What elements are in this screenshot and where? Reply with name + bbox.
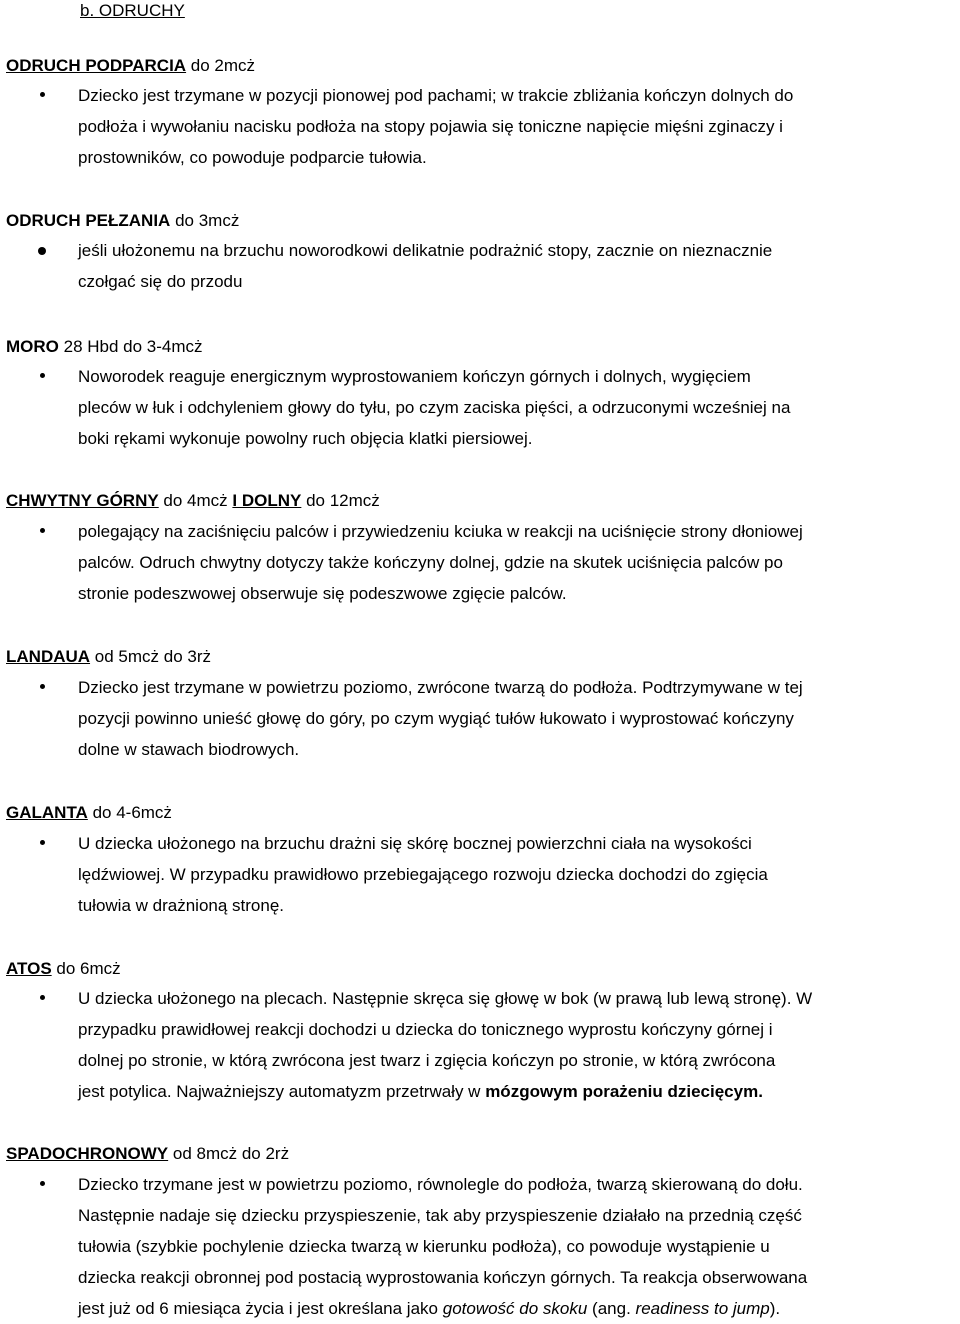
section-heading-moro xyxy=(6,336,203,358)
paragraph-line: podłoża i wywołaniu nacisku podłoża na stopy pojawia się toniczne napięcie mięśni zginaczy i xyxy=(78,117,783,136)
paragraph-line: tułowia (szybkie pochylenie dziecka twarzą w kierunku podłoża), co powoduje wystąpienie u xyxy=(78,1237,770,1256)
paragraph-line: pleców w łuk i odchyleniem głowy do tyłu, po czym zaciska pięści, a odrzuconymi wcześniej na xyxy=(78,398,791,417)
section-paragraph-galanta xyxy=(78,828,958,921)
section-heading-bold: LANDAUA xyxy=(6,647,91,666)
paragraph-line-mid: (ang. xyxy=(587,1299,636,1318)
paragraph-line-italic: readiness to jump xyxy=(635,1299,770,1318)
bullet-icon xyxy=(40,373,45,378)
section-heading-spadochronowy xyxy=(6,1143,289,1165)
section-heading-rest: od 8mcż do 2rż xyxy=(168,1144,290,1163)
bullet-icon xyxy=(40,1181,45,1186)
paragraph-line: dziecka reakcji obronnej pod postacią wyprostowania kończyn górnych. Ta reakcja obserwowana xyxy=(78,1268,808,1287)
paragraph-line: U dziecka ułożonego na brzuchu drażni się skórę bocznej powierzchni ciała na wysokości xyxy=(78,834,752,853)
section-heading-bold: SPADOCHRONOWY xyxy=(6,1144,169,1163)
section-heading-rest: 28 Hbd do 3-4mcż xyxy=(58,337,203,356)
bullet-icon xyxy=(40,528,45,533)
paragraph-line: polegający na zaciśnięciu palców i przywiedzeniu kciuka w reakcji na uciśnięcie strony dłoniowej xyxy=(78,522,803,541)
section-paragraph-spadochronowy xyxy=(78,1169,958,1324)
paragraph-line: jeśli ułożonemu na brzuchu noworodkowi delikatnie podrażnić stopy, zacznie on nieznacznie xyxy=(78,241,773,260)
paragraph-line: stronie podeszwowej obserwuje się podeszwowe zgięcie palców. xyxy=(78,584,567,603)
section-heading-rest: do 12mcż xyxy=(301,491,380,510)
section-heading-bold: ODRUCH PEŁZANIA xyxy=(6,211,171,230)
section-paragraph-pelzania xyxy=(78,235,958,297)
bullet-icon xyxy=(40,92,45,97)
paragraph-line: Noworodek reaguje energicznym wyprostowaniem kończyn górnych i dolnych, wygięciem xyxy=(78,367,751,386)
paragraph-line: Dziecko trzymane jest w powietrzu poziomo, równolegle do podłoża, twarzą skierowaną do dołu. xyxy=(78,1175,803,1194)
paragraph-line: tułowia w drażnioną stronę. xyxy=(78,896,285,915)
paragraph-line: czołgać się do przodu xyxy=(78,272,243,291)
section-heading-bold: ODRUCH PODPARCIA xyxy=(6,56,187,75)
bullet-icon xyxy=(40,684,45,689)
section-heading-galanta xyxy=(6,802,172,824)
section-heading-rest: od 5mcż do 3rż xyxy=(90,647,211,666)
section-heading-landaua xyxy=(6,646,211,668)
paragraph-line: Dziecko jest trzymane w powietrzu poziomo, zwrócone twarzą do podłoża. Podtrzymywane w tej xyxy=(78,678,803,697)
document-title xyxy=(80,0,185,22)
section-heading-pelzania xyxy=(6,210,239,232)
paragraph-line: dolnej po stronie, w którą zwrócona jest twarz i zgięcia kończyn po stronie, w którą zwrócona xyxy=(78,1051,776,1070)
paragraph-line: boki rękami wykonuje powolny ruch objęcia klatki piersiowej. xyxy=(78,429,533,448)
paragraph-line: palców. Odruch chwytny dotyczy także kończyny dolnej, gdzie na skutek uciśnięcia palców po xyxy=(78,553,783,572)
section-paragraph-landaua xyxy=(78,672,958,765)
paragraph-line: dolne w stawach biodrowych. xyxy=(78,740,300,759)
paragraph-line-bold: mózgowym porażeniu dziecięcym. xyxy=(485,1082,763,1101)
section-heading-podparcia xyxy=(6,55,255,77)
section-heading-rest: do 4-6mcż xyxy=(87,803,172,822)
section-heading-chwytny xyxy=(6,490,380,512)
paragraph-line xyxy=(78,1293,958,1324)
paragraph-line xyxy=(78,1076,958,1107)
paragraph-line: Następnie nadaje się dziecku przyspieszenie, tak aby przyspieszenie działało na przednią część xyxy=(78,1206,802,1225)
paragraph-line: przypadku prawidłowej reakcji dochodzi u dziecka do tonicznego wyprostu kończyny górnej i xyxy=(78,1020,773,1039)
paragraph-line-end: ). xyxy=(769,1299,781,1318)
section-heading-bold: MORO xyxy=(6,337,59,356)
paragraph-line: U dziecka ułożonego na plecach. Następnie skręca się głowę w bok (w prawą lub lewą stronę). W xyxy=(78,989,813,1008)
paragraph-line: lędźwiowej. W przypadku prawidłowo przebiegającego rozwoju dziecka dochodzi do zgięcia xyxy=(78,865,768,884)
document-title-text: b. ODRUCHY xyxy=(80,1,185,20)
section-heading-rest: do 3mcż xyxy=(170,211,240,230)
section-heading-bold: GALANTA xyxy=(6,803,88,822)
section-heading-bold: ATOS xyxy=(6,959,52,978)
section-paragraph-podparcia xyxy=(78,80,958,173)
section-heading-rest: do 2mcż xyxy=(186,56,256,75)
paragraph-line: prostowników, co powoduje podparcie tułowia. xyxy=(78,148,427,167)
paragraph-line: Dziecko jest trzymane w pozycji pionowej pod pachami; w trakcie zbliżania kończyn dolnych do xyxy=(78,86,794,105)
section-heading-atos xyxy=(6,958,121,980)
section-heading-bold: CHWYTNY GÓRNY xyxy=(6,491,159,510)
bullet-icon xyxy=(40,995,45,1000)
section-heading-mid: do 4mcż xyxy=(158,491,233,510)
paragraph-line-start: jest już od 6 miesiąca życia i jest określana jako xyxy=(78,1299,443,1318)
section-paragraph-atos xyxy=(78,983,958,1107)
section-paragraph-chwytny xyxy=(78,516,958,609)
bullet-icon xyxy=(38,247,46,255)
section-heading-bold-2: I DOLNY xyxy=(232,491,302,510)
section-paragraph-moro xyxy=(78,361,958,454)
paragraph-line-start: jest potylica. Najważniejszy automatyzm przetrwały w xyxy=(78,1082,486,1101)
paragraph-line-italic: gotowość do skoku xyxy=(442,1299,588,1318)
paragraph-line: pozycji powinno unieść głowę do góry, po czym wygiąć tułów łukowato i wyprostować kończyny xyxy=(78,709,794,728)
bullet-icon xyxy=(40,840,45,845)
section-heading-rest: do 6mcż xyxy=(51,959,121,978)
